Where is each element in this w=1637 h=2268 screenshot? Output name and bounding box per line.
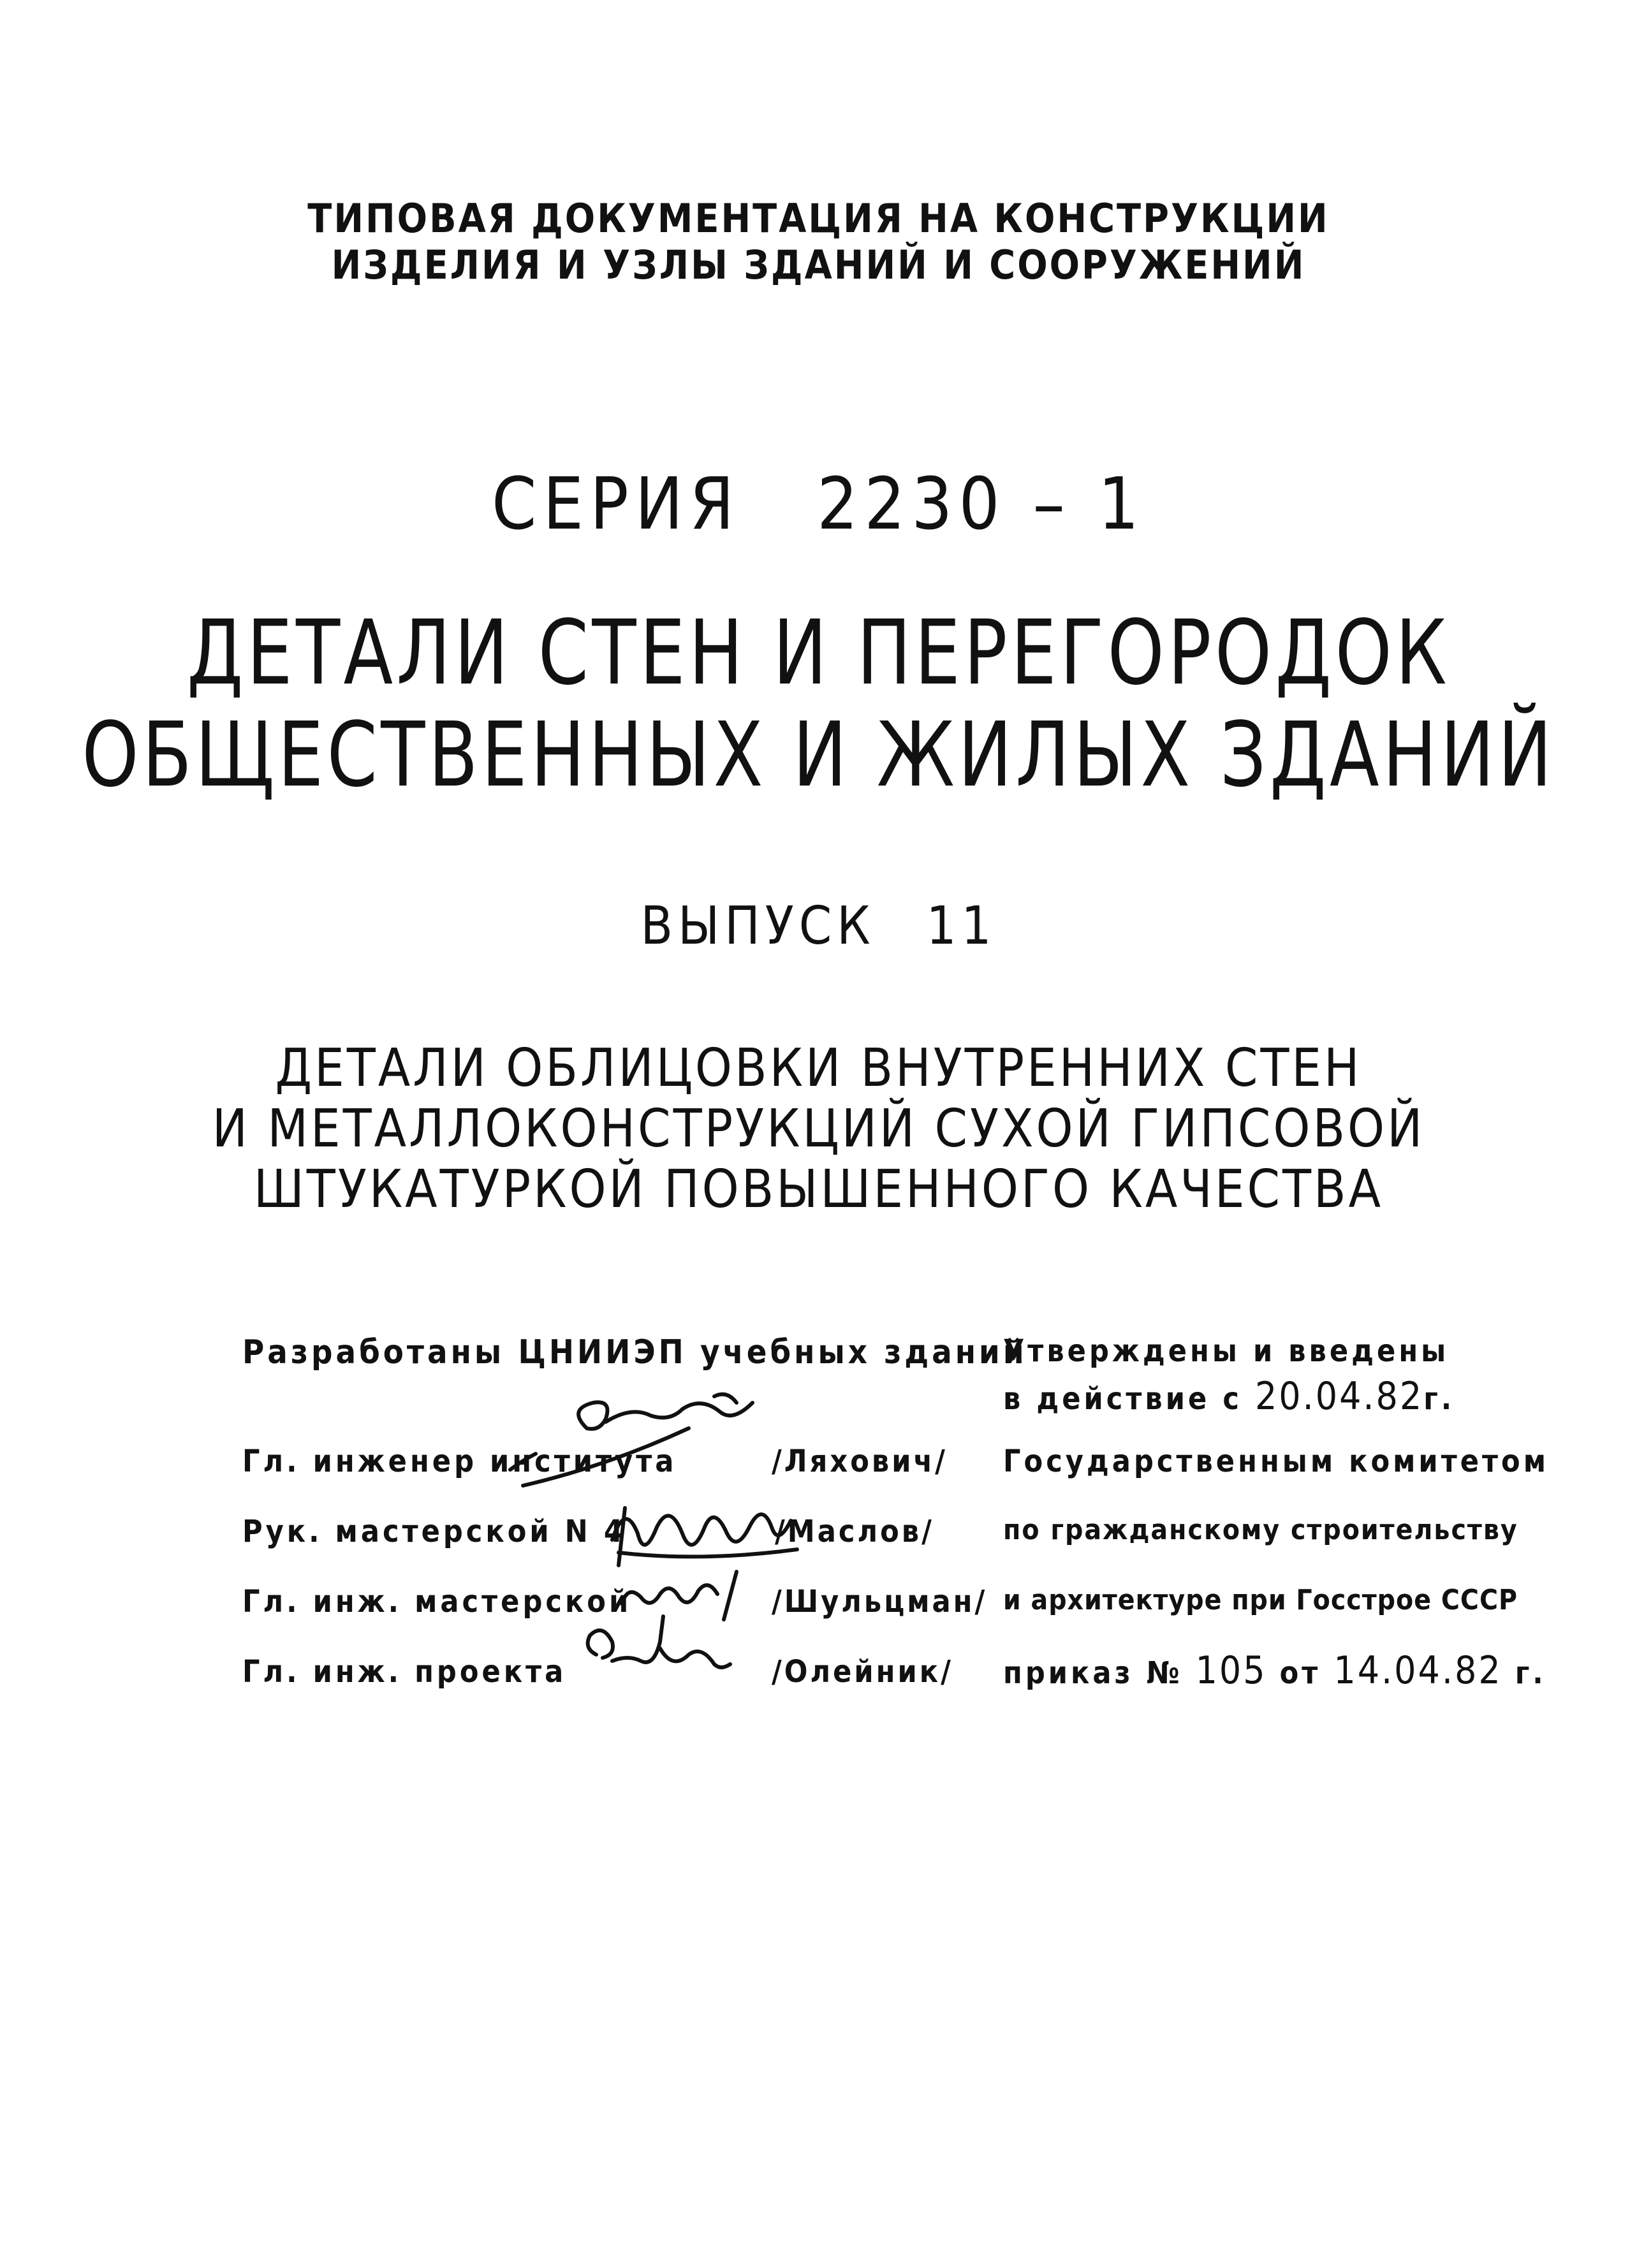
header-line-2: ИЗДЕЛИЯ И УЗЛЫ ЗДАНИЙ И СООРУЖЕНИЙ xyxy=(331,242,1306,288)
approved-line-4: по гражданскому строительству xyxy=(1003,1514,1518,1546)
issue-label: ВЫПУСК xyxy=(640,896,876,956)
approved-effective-suffix: г. xyxy=(1423,1381,1455,1417)
developed-heading: Разработаны ЦНИИЭП учебных зданий xyxy=(242,1333,1027,1372)
developer-name-1: /Ляхович/ xyxy=(772,1444,948,1479)
series-number: 2230 – 1 xyxy=(817,463,1145,546)
issue-number: 11 xyxy=(926,896,997,956)
approved-effective-date: 20.04.82 xyxy=(1254,1374,1424,1419)
developer-name-2: /Маслов/ xyxy=(775,1514,934,1549)
subtitle-line-2: И МЕТАЛЛОКОНСТРУКЦИЙ СУХОЙ ГИПСОВОЙ xyxy=(212,1099,1425,1159)
header-line-1: ТИПОВАЯ ДОКУМЕНТАЦИЯ НА КОНСТРУКЦИИ xyxy=(307,195,1330,242)
developer-role-1: Гл. инженер института xyxy=(242,1444,677,1479)
developer-role-4: Гл. инж. проекта xyxy=(242,1654,567,1690)
issue-line xyxy=(0,896,1637,956)
order-prefix: приказ № xyxy=(1003,1655,1183,1691)
main-title-line-2: ОБЩЕСТВЕННЫХ И ЖИЛЫХ ЗДАНИЙ xyxy=(82,703,1555,807)
main-title-line-1: ДЕТАЛИ СТЕН И ПЕРЕГОРОДОК xyxy=(186,601,1451,705)
order-mid: от xyxy=(1279,1655,1321,1691)
developer-name-4: /Олейник/ xyxy=(772,1654,953,1690)
approved-line-6 xyxy=(1003,1648,1546,1693)
signature-lyakhovich xyxy=(510,1384,778,1492)
approved-effective-prefix: в действие с xyxy=(1003,1381,1242,1417)
developer-role-3: Гл. инж. мастерской xyxy=(242,1584,632,1620)
subtitle-line-3: ШТУКАТУРКОЙ ПОВЫШЕННОГО КАЧЕСТВА xyxy=(253,1159,1384,1220)
approved-line-2 xyxy=(1003,1374,1455,1419)
developer-name-3: /Шульцман/ xyxy=(772,1584,988,1620)
approved-line-1: Утверждены и введены xyxy=(1003,1333,1450,1369)
approved-line-3: Государственным комитетом xyxy=(1003,1444,1550,1479)
approved-line-5: и архитектуре при Госстрое СССР xyxy=(1003,1584,1518,1616)
developer-role-2: Рук. мастерской N 4 xyxy=(242,1514,626,1549)
order-suffix: г. xyxy=(1515,1655,1546,1691)
order-number: 105 xyxy=(1195,1648,1267,1693)
series-label: СЕРИЯ xyxy=(492,463,741,546)
signature-oleinik xyxy=(577,1610,743,1693)
order-date: 14.04.82 xyxy=(1333,1648,1502,1693)
subtitle-line-1: ДЕТАЛИ ОБЛИЦОВКИ ВНУТРЕННИХ СТЕН xyxy=(275,1038,1362,1099)
series-line xyxy=(0,463,1637,546)
